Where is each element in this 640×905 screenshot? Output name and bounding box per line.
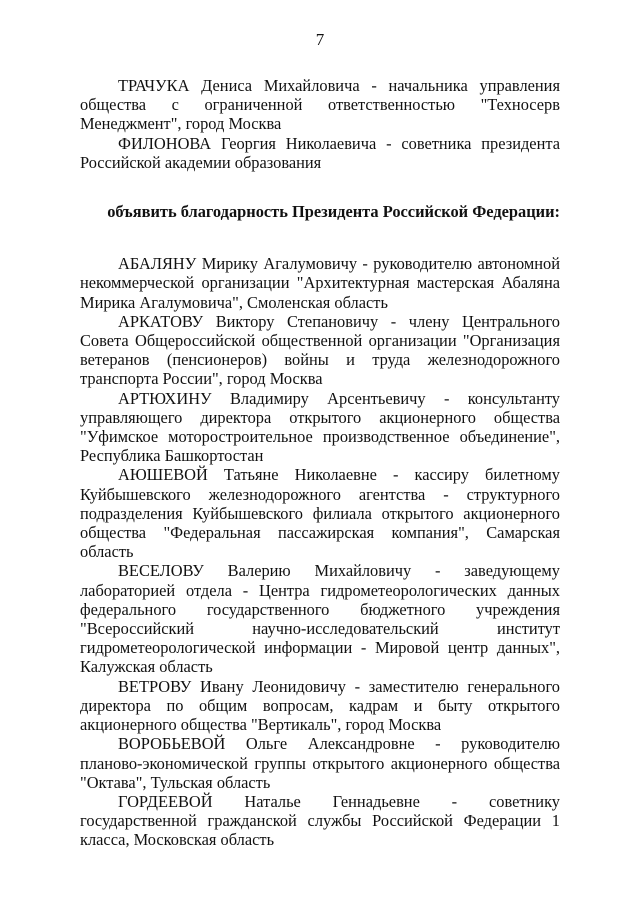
entry-paragraph: ВЕСЕЛОВУ Валерию Михайловичу - заведующему лабораторией отдела - Центра гидрометеорологических данных федерального государственного бюджетного учреждения "Всероссийский научно-исследовательский институт гидрометеорологической информации - Мировой центр данных", Калужская область xyxy=(80,561,560,677)
entry-paragraph: АЮШЕВОЙ Татьяне Николаевне - кассиру билетному Куйбышевского железнодорожного агентства - структурного подразделения Куйбышевского филиала открытого акционерного общества "Федеральная пассажирская компания", Самарская область xyxy=(80,465,560,562)
entry-paragraph: АРТЮХИНУ Владимиру Арсентьевичу - консультанту управляющего директора открытого акционерного общества "Уфимское моторостроительное производственное объединение", Республика Башкортостан xyxy=(80,388,560,466)
document-body xyxy=(80,76,560,850)
entry-paragraph: АРКАТОВУ Виктору Степановичу - члену Центрального Совета Общероссийской общественной организации "Организация ветеранов (пенсионеров) войны и труда железнодорожного транспорта России", город Москва xyxy=(80,311,560,389)
section-heading: объявить благодарность Президента Российской Федерации: xyxy=(107,202,560,222)
entry-paragraph: ВОРОБЬЕВОЙ Ольге Александровне - руководителю планово-экономической группы открытого акционерного общества "Октава", Тульская область xyxy=(80,734,560,792)
entry-paragraph: ВЕТРОВУ Ивану Леонидовичу - заместителю генерального директора по общим вопросам, кадрам и быту открытого акционерного общества "Вертикаль", город Москва xyxy=(80,676,560,735)
intro-paragraph: ТРАЧУКА Дениса Михайловича - начальника управления общества с ограниченной ответственностью "Техносерв Менеджмент", город Москва xyxy=(80,76,560,134)
intro-paragraph: ФИЛОНОВА Георгия Николаевича - советника президента Российской академии образования xyxy=(80,133,560,172)
entry-paragraph: ГОРДЕЕВОЙ Наталье Геннадьевне - советнику государственной гражданской службы Российской Федерации 1 класса, Московская область xyxy=(80,791,560,850)
entry-paragraph: АБАЛЯНУ Мирику Агалумовичу - руководителю автономной некоммерческой организации "Архитектурная мастерская Абаляна Мирика Агалумовича", Смоленская область xyxy=(80,254,560,312)
page-number: 7 xyxy=(315,30,325,49)
